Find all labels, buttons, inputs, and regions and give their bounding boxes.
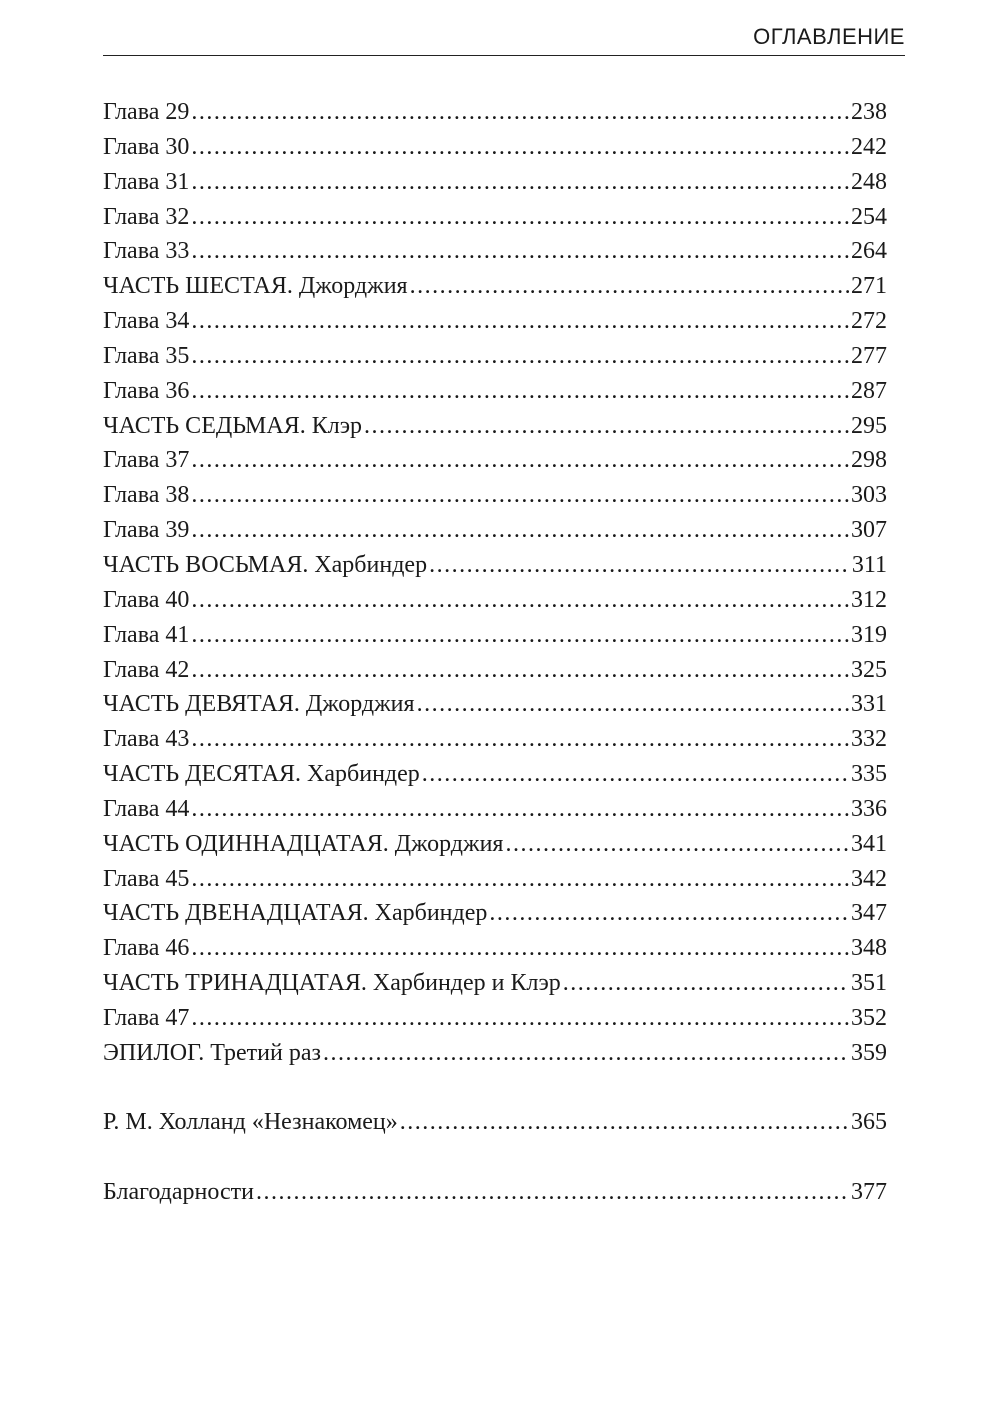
dot-leader [191, 339, 849, 374]
toc-entry [103, 130, 887, 165]
toc-entry [103, 618, 887, 653]
dot-leader [191, 443, 849, 478]
dot-leader [191, 653, 849, 688]
toc-entry [103, 757, 887, 792]
toc-entry [103, 269, 887, 304]
toc-entry-page: 336 [851, 795, 887, 822]
toc-entry-page: 248 [851, 168, 887, 195]
dot-leader [191, 931, 849, 966]
toc-entry-title: Глава 34 [103, 308, 190, 335]
toc-entry-page: 277 [851, 342, 887, 369]
toc-entry-page: 312 [851, 586, 887, 613]
toc-entry-page: 351 [851, 970, 887, 997]
dot-leader [256, 1175, 849, 1210]
dot-leader [191, 583, 849, 618]
toc-entry [103, 966, 887, 1001]
toc-entry-page: 238 [851, 99, 887, 125]
dot-leader [400, 1105, 849, 1140]
dot-leader [191, 374, 849, 409]
toc-entry-title: Глава 47 [103, 1004, 190, 1031]
dot-leader [505, 827, 849, 862]
toc-entry [103, 1001, 887, 1036]
toc-entry [103, 827, 887, 862]
toc-entry-title: Глава 31 [103, 168, 190, 195]
toc-entry-title: ЭПИЛОГ. Третий раз [103, 1039, 321, 1066]
toc-entry-page: 271 [851, 273, 887, 300]
toc-entry [103, 374, 887, 409]
toc-entry-title: Глава 35 [103, 342, 190, 369]
toc-entry [103, 1036, 887, 1071]
toc-entry [103, 304, 887, 339]
toc-entry [103, 165, 887, 200]
dot-leader [489, 896, 849, 931]
toc-entry-page: 341 [851, 830, 887, 857]
toc-entry-page: 377 [851, 1179, 887, 1206]
toc-entry [103, 862, 887, 897]
toc-entry-title: Глава 33 [103, 238, 190, 265]
dot-leader [191, 1001, 849, 1036]
toc-entry-page: 331 [851, 691, 887, 718]
dot-leader [323, 1036, 849, 1071]
toc-entry-title: ЧАСТЬ ТРИНАДЦАТАЯ. Харбиндер и Клэр [103, 970, 561, 997]
toc-entry [103, 722, 887, 757]
toc-entry-title: Глава 32 [103, 203, 190, 230]
toc-entry-page: 272 [851, 308, 887, 335]
toc-entry-title: ЧАСТЬ ОДИННАДЦАТАЯ. Джорджия [103, 830, 504, 857]
dot-leader [422, 757, 849, 792]
dot-leader [191, 304, 849, 339]
toc-entry [103, 896, 887, 931]
toc-entry [103, 687, 887, 722]
toc-entry-title: ЧАСТЬ ШЕСТАЯ. Джорджия [103, 273, 408, 300]
dot-leader [417, 687, 849, 722]
dot-leader [191, 513, 849, 548]
toc-entry-page: 365 [851, 1109, 887, 1136]
dot-leader [191, 234, 849, 269]
dot-leader [191, 200, 849, 235]
toc-entry-title: Глава 36 [103, 377, 190, 404]
toc-entry-title: ЧАСТЬ ВОСЬМАЯ. Харбиндер [103, 551, 428, 578]
toc-entry-title: Глава 41 [103, 621, 190, 648]
toc-entry-title: Глава 37 [103, 447, 190, 474]
toc-entry-title: Глава 38 [103, 482, 190, 509]
toc-entry-title: Благодарности [103, 1179, 254, 1206]
toc-entry-page: 254 [851, 203, 887, 230]
toc-entry [103, 339, 887, 374]
dot-leader [191, 722, 849, 757]
toc-entry-title: Глава 46 [103, 935, 190, 962]
dot-leader [191, 792, 849, 827]
toc-entry [103, 583, 887, 618]
toc-entry-page: 332 [851, 726, 887, 753]
spacer [103, 1071, 887, 1106]
toc-entry [103, 443, 887, 478]
toc-entry-page: 311 [851, 551, 887, 578]
toc-entry-title: Р. М. Холланд «Незнакомец» [103, 1109, 398, 1136]
toc-entry-page: 242 [851, 133, 887, 160]
toc-entry-page: 348 [851, 935, 887, 962]
spacer [103, 1140, 887, 1175]
toc-entry [103, 478, 887, 513]
toc-entry-title: Глава 40 [103, 586, 190, 613]
toc-entry-title: ЧАСТЬ СЕДЬМАЯ. Клэр [103, 412, 363, 439]
toc-entry-page: 287 [851, 377, 887, 404]
toc-entry [103, 200, 887, 235]
toc-entry [103, 513, 887, 548]
running-header [103, 22, 905, 56]
dot-leader [191, 95, 849, 130]
toc-entry-page: 303 [851, 482, 887, 509]
toc-entry [103, 1105, 887, 1140]
toc-entry-page: 319 [851, 621, 887, 648]
toc-entry-title: Глава 29 [103, 99, 190, 125]
toc-entry-title: Глава 39 [103, 517, 190, 544]
dot-leader [191, 478, 849, 513]
toc-entry-page: 298 [851, 447, 887, 474]
dot-leader [191, 862, 849, 897]
toc-entry-page: 307 [851, 517, 887, 544]
toc-entry-page: 347 [851, 900, 887, 927]
toc-entry-title: ЧАСТЬ ДВЕНАДЦАТАЯ. Харбиндер [103, 900, 488, 927]
toc-entry-title: Глава 45 [103, 865, 190, 892]
dot-leader [191, 618, 849, 653]
toc-entry-title: Глава 44 [103, 795, 190, 822]
toc-entry [103, 1175, 887, 1210]
toc-entry-page: 325 [851, 656, 887, 683]
header-title: ОГЛАВЛЕНИЕ [753, 24, 905, 49]
dot-leader [191, 130, 849, 165]
dot-leader [191, 165, 849, 200]
toc-entry [103, 234, 887, 269]
dot-leader [364, 409, 849, 444]
toc-entry [103, 409, 887, 444]
toc-entry-page: 295 [851, 412, 887, 439]
toc-entry-title: ЧАСТЬ ДЕВЯТАЯ. Джорджия [103, 691, 415, 718]
toc-entry [103, 653, 887, 688]
toc-entry [103, 95, 887, 130]
table-of-contents [103, 95, 887, 1210]
dot-leader [563, 966, 849, 1001]
toc-entry-title: Глава 43 [103, 726, 190, 753]
toc-entry-page: 359 [851, 1039, 887, 1066]
dot-leader [429, 548, 850, 583]
toc-entry-title: ЧАСТЬ ДЕСЯТАЯ. Харбиндер [103, 761, 420, 788]
toc-entry [103, 548, 887, 583]
toc-entry-page: 264 [851, 238, 887, 265]
toc-entry [103, 792, 887, 827]
toc-entry [103, 931, 887, 966]
toc-entry-title: Глава 30 [103, 133, 190, 160]
toc-entry-page: 335 [851, 761, 887, 788]
toc-entry-page: 342 [851, 865, 887, 892]
toc-entry-page: 352 [851, 1004, 887, 1031]
toc-entry-title: Глава 42 [103, 656, 190, 683]
dot-leader [410, 269, 849, 304]
